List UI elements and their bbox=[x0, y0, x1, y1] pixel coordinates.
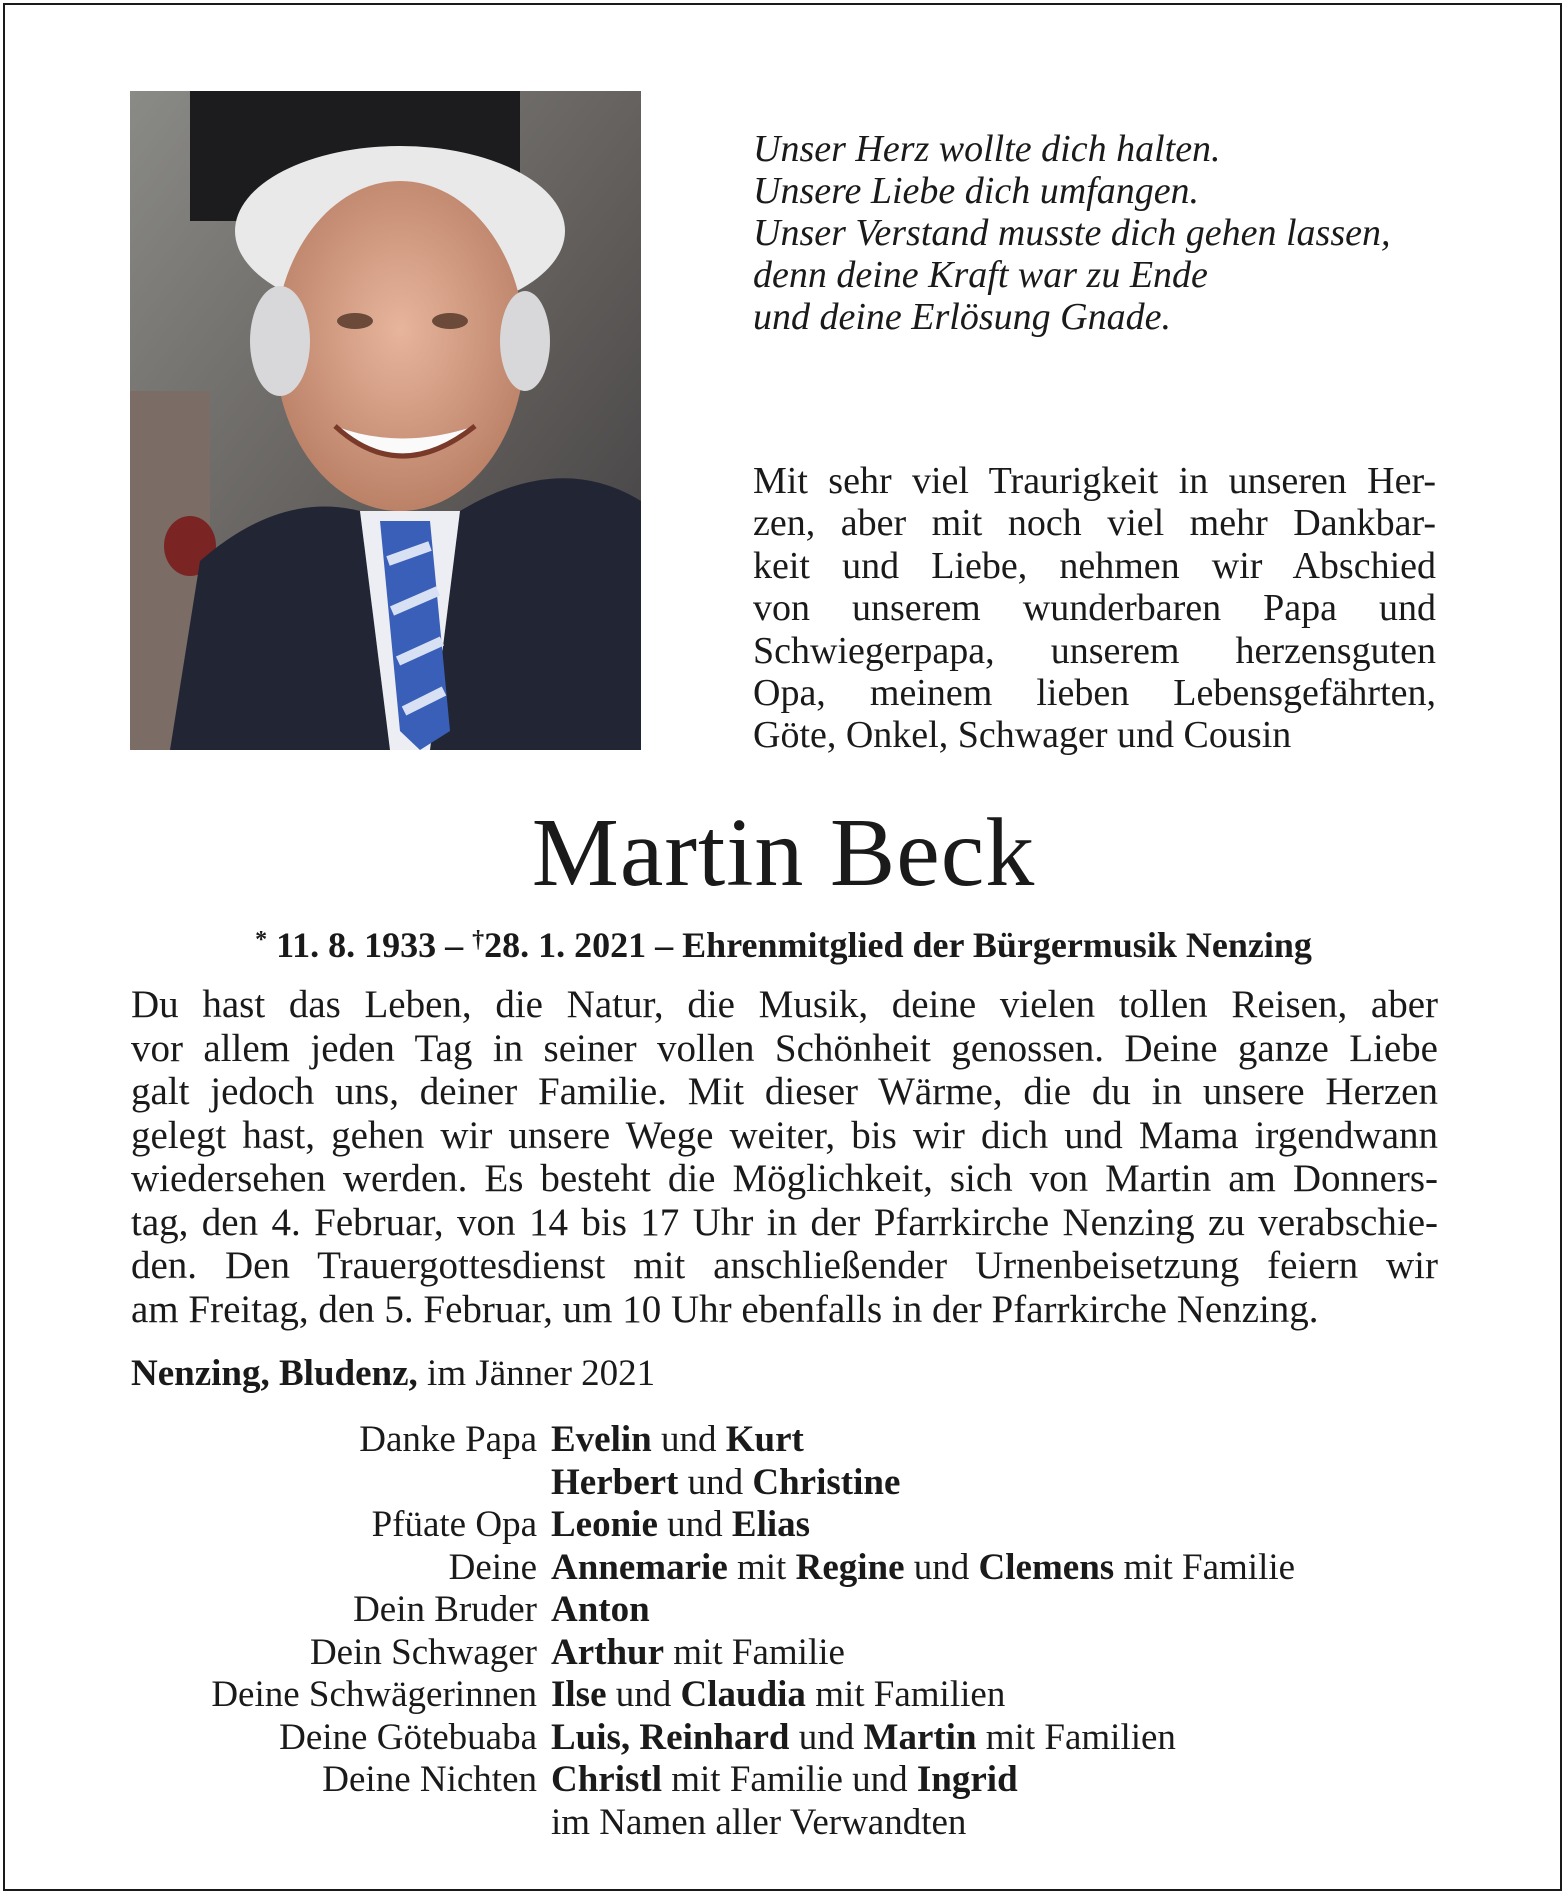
birth-symbol: * bbox=[255, 927, 268, 953]
signer-name: Anton bbox=[551, 1589, 650, 1630]
deceased-name: Martin Beck bbox=[531, 799, 1036, 907]
life-dates bbox=[0, 918, 1567, 967]
signer-name: Clemens bbox=[978, 1546, 1115, 1588]
signature-label: Dein Schwager bbox=[309, 1631, 537, 1673]
signature-names bbox=[551, 1588, 650, 1631]
signature-connector: und bbox=[904, 1546, 979, 1588]
signature-connector: mit Familien bbox=[976, 1716, 1176, 1758]
signer-name: Martin bbox=[863, 1716, 977, 1758]
signature-row bbox=[0, 1801, 1567, 1844]
signer-name: Claudia bbox=[680, 1674, 806, 1715]
portrait-photo bbox=[130, 91, 641, 750]
signature-label: Deine Schwägerinnen bbox=[211, 1674, 537, 1715]
place-month: im Jänner 2021 bbox=[417, 1353, 656, 1394]
signer-name: Kurt bbox=[725, 1419, 804, 1460]
signature-connector: und bbox=[678, 1461, 753, 1503]
signature-connector: und bbox=[789, 1716, 864, 1758]
birth-date: 11. 8. 1933 – bbox=[267, 925, 473, 965]
signer-name: Annemarie bbox=[551, 1546, 728, 1588]
body-line: tag, den 4. Februar, von 14 bis 17 Uhr in der Pfarrkirche Nenzing zu verabschie- bbox=[131, 1200, 1438, 1244]
signature-row bbox=[0, 1588, 1567, 1631]
poem-line: und deine Erlösung Gnade. bbox=[753, 296, 1171, 338]
signature-names bbox=[551, 1758, 1018, 1801]
signature-label: Deine bbox=[448, 1546, 537, 1588]
intro-line: zen, aber mit noch viel mehr Dankbar- bbox=[753, 502, 1436, 545]
intro-line: Mit sehr viel Traurigkeit in unseren Her- bbox=[753, 460, 1436, 502]
signature-row bbox=[0, 1716, 1567, 1759]
signer-name: Arthur bbox=[551, 1631, 665, 1673]
body-line: am Freitag, den 5. Februar, um 10 Uhr ebenfalls in der Pfarrkirche Nenzing. bbox=[131, 1287, 1319, 1331]
signer-name: Christl bbox=[551, 1759, 662, 1800]
body-line: galt jedoch uns, deiner Familie. Mit dieser Wärme, die du in unsere Herzen bbox=[131, 1070, 1438, 1113]
signature-names bbox=[551, 1631, 845, 1674]
signature-connector: und bbox=[606, 1674, 681, 1715]
signature-label: Danke Papa bbox=[359, 1419, 537, 1460]
signer-name: Evelin bbox=[551, 1419, 652, 1460]
signature-names bbox=[551, 1503, 810, 1546]
signature-connector: und bbox=[657, 1504, 732, 1545]
body-line: Du hast das Leben, die Natur, die Musik, deine vielen tollen Reisen, aber bbox=[131, 983, 1438, 1026]
signature-names bbox=[551, 1546, 1295, 1589]
poem bbox=[753, 128, 1473, 338]
signature-row bbox=[0, 1758, 1567, 1801]
signer-name: Leonie bbox=[551, 1504, 658, 1545]
poem-line: Unsere Liebe dich umfangen. bbox=[753, 170, 1200, 212]
death-symbol: † bbox=[472, 927, 485, 953]
intro-text bbox=[753, 460, 1436, 757]
signer-name: Ilse bbox=[551, 1674, 607, 1715]
signature-connector: mit Familie bbox=[664, 1631, 845, 1673]
signature-names bbox=[551, 1418, 804, 1461]
signature-connector: mit Familie und bbox=[662, 1759, 917, 1800]
body-text bbox=[131, 983, 1438, 1331]
signer-name: Ingrid bbox=[916, 1759, 1018, 1800]
signature-row bbox=[0, 1673, 1567, 1716]
signature-row bbox=[0, 1503, 1567, 1546]
poem-line: denn deine Kraft war zu Ende bbox=[753, 254, 1208, 296]
death-date-and-title: 28. 1. 2021 – Ehrenmitglied der Bürgermusik Nenzing bbox=[484, 925, 1312, 965]
signature-names bbox=[551, 1673, 1005, 1716]
signature-connector: mit Familien bbox=[805, 1674, 1006, 1715]
body-line: den. Den Trauergottesdienst mit anschließender Urnenbeisetzung feiern wir bbox=[131, 1244, 1438, 1287]
signature-label: Pfüate Opa bbox=[371, 1504, 537, 1545]
intro-line: Göte, Onkel, Schwager und Cousin bbox=[753, 714, 1292, 757]
intro-line: Opa, meinem lieben Lebensgefährten, bbox=[753, 672, 1436, 715]
signature-connector: mit bbox=[727, 1546, 796, 1588]
intro-line: von unserem wunderbaren Papa und bbox=[753, 587, 1436, 630]
signature-names bbox=[551, 1461, 900, 1504]
signer-name: Luis, Reinhard bbox=[551, 1716, 790, 1758]
signature-row bbox=[0, 1631, 1567, 1674]
signature-label: Deine Nichten bbox=[322, 1759, 537, 1800]
signature-row bbox=[0, 1546, 1567, 1589]
signature-connector: im Namen aller Verwandten bbox=[551, 1801, 967, 1843]
signature-label: Deine Götebuaba bbox=[279, 1716, 537, 1758]
poem-line: Unser Herz wollte dich halten. bbox=[753, 128, 1221, 170]
signature-label: Dein Bruder bbox=[353, 1589, 537, 1630]
signer-name: Christine bbox=[752, 1461, 901, 1503]
signature-connector: und bbox=[651, 1419, 726, 1460]
portrait-image bbox=[130, 91, 641, 750]
place-date bbox=[131, 1352, 655, 1396]
signer-name: Regine bbox=[795, 1546, 905, 1588]
body-line: wiedersehen werden. Es besteht die Möglichkeit, sich von Martin am Donners- bbox=[131, 1157, 1438, 1200]
signature-row bbox=[0, 1418, 1567, 1461]
signature-names bbox=[551, 1716, 1176, 1759]
signature-row bbox=[0, 1461, 1567, 1504]
poem-line: Unser Verstand musste dich gehen lassen, bbox=[753, 212, 1391, 254]
signer-name: Elias bbox=[731, 1504, 811, 1545]
body-line: gelegt hast, gehen wir unsere Wege weiter, bis wir dich und Mama irgendwann bbox=[131, 1113, 1438, 1157]
signature-names bbox=[551, 1801, 966, 1844]
signer-name: Herbert bbox=[551, 1461, 679, 1503]
place-names: Nenzing, Bludenz, bbox=[131, 1353, 418, 1394]
signature-connector: mit Familie bbox=[1114, 1546, 1296, 1588]
body-line: vor allem jeden Tag in seiner vollen Schönheit genossen. Deine ganze Liebe bbox=[131, 1026, 1438, 1070]
intro-line: Schwiegerpapa, unserem herzensguten bbox=[753, 629, 1436, 672]
intro-line: keit und Liebe, nehmen wir Abschied bbox=[753, 544, 1436, 587]
